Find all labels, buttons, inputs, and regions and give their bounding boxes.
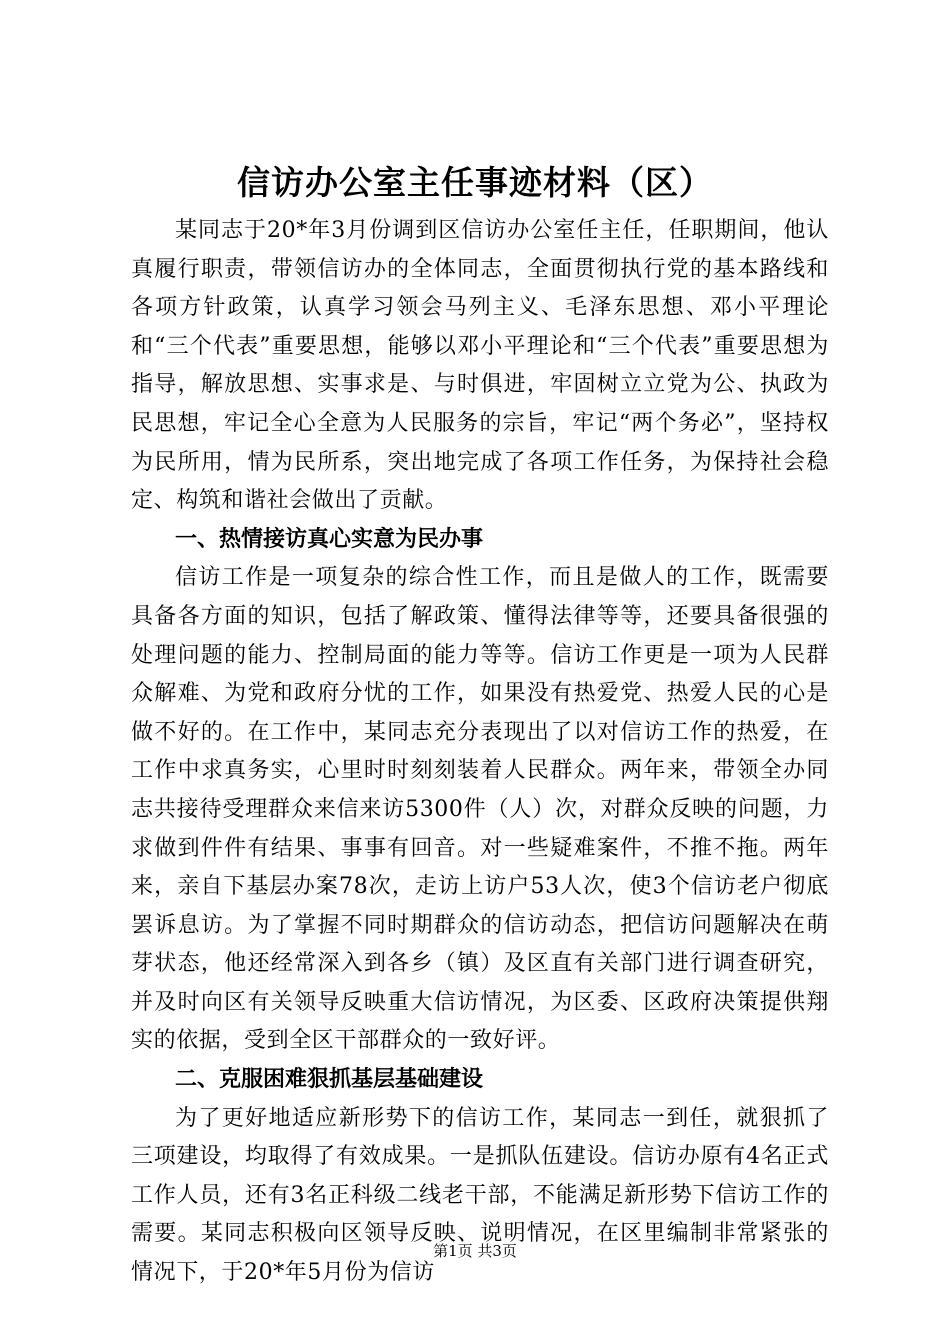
document-title: 信访办公室主任事迹材料（区） xyxy=(237,163,713,202)
section-1-heading: 一、热情接访真心实意为民办事 xyxy=(175,526,484,552)
intro-paragraph: 某同志于20*年3月份调到区信访办公室任主任，任职期间，他认真履行职责，带领信访办的全体同志，全面贯彻执行党的基本路线和各项方针政策，认真学习领会马列主义、毛泽东思想、邓小平理论和“三个代表”重要思想，能够以邓小平理论和“三个代表”重要思想为指导，解放思想、实事求是、与时俱进，牢固树立立党为公、执政为民思想，牢记全心全意为人民服务的宗旨，牢记“两个务必”，坚持权为民所用，情为民所系，突出地完成了各项工作任务，为保持社会稳定、构筑和谐社会做出了贡献。 xyxy=(131,218,829,514)
section-2-paragraph: 为了更好地适应新形势下的信访工作，某同志一到任，就狠抓了三项建设，均取得了有效成果。一是抓队伍建设。信访办原有4名正式工作人员，还有3名正科级二线老干部，不能满足新形势下信访工作的需要。某同志积极向区领导反映、说明情况，在区里编制非常紧张的情况下，于20*年5月份为信访 xyxy=(131,1105,829,1286)
document-body xyxy=(131,212,829,1293)
section-1-paragraph: 信访工作是一项复杂的综合性工作，而且是做人的工作，既需要具备各方面的知识，包括了解政策、懂得法律等等，还要具备很强的处理问题的能力、控制局面的能力等等。信访工作更是一项为人民群众解难、为党和政府分忧的工作，如果没有热爱党、热爱人民的心是做不好的。在工作中，某同志充分表现出了以对信访工作的热爱，在工作中求真务实，心里时时刻刻装着人民群众。两年来，带领全办同志共接待受理群众来信来访5300件（人）次，对群众反映的问题，力求做到件件有结果、事事有回音。对一些疑难案件，不推不拖。两年来，亲自下基层办案78次，走访上访户53人次，使3个信访老户彻底罢诉息访。为了掌握不同时期群众的信访动态，把信访问题解决在萌芽状态，他还经常深入到各乡（镇）及区直有关部门进行调查研究，并及时向区有关领导反映重大信访情况，为区委、区政府决策提供翔实的依据，受到全区干部群众的一致好评。 xyxy=(131,565,829,1054)
section-2-heading: 二、克服困难狠抓基层基础建设 xyxy=(175,1067,484,1093)
page-footer: 第1页 共3页 xyxy=(433,1242,517,1260)
